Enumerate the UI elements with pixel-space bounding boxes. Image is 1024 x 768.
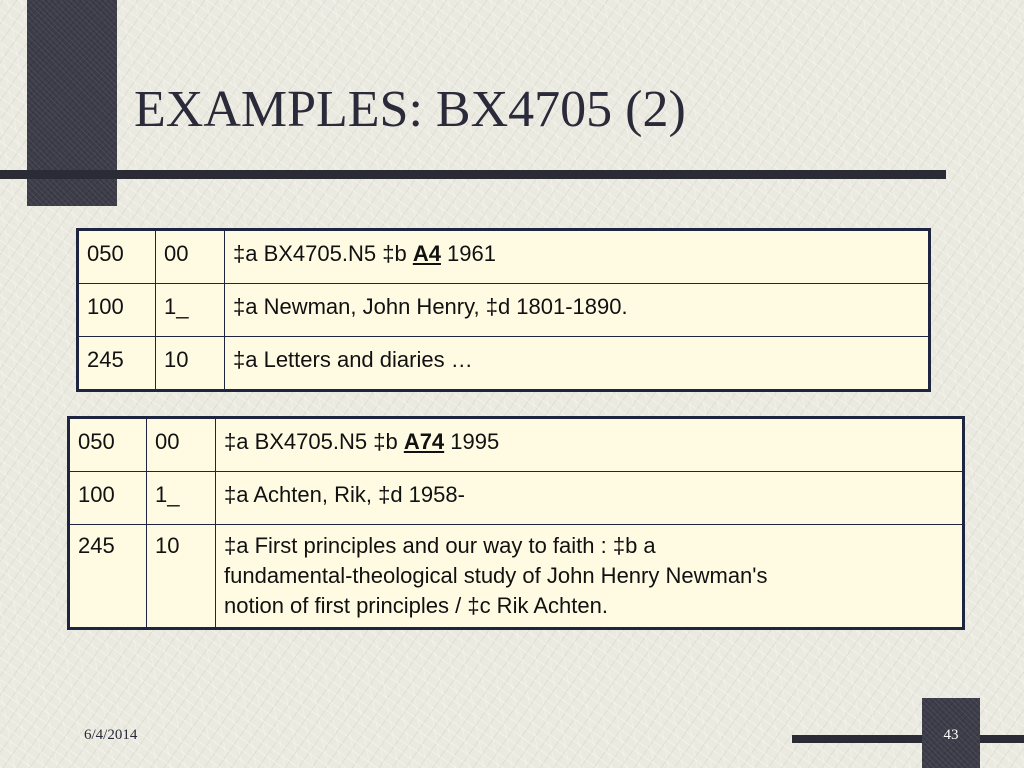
marc-field-cell: ‡a Newman, John Henry, ‡d 1801-1890.: [225, 284, 930, 337]
table-row: [78, 284, 930, 337]
footer-date: 6/4/2014: [84, 727, 138, 743]
marc-tag-cell: 245: [69, 525, 147, 629]
marc-field-cell: [216, 418, 964, 472]
marc-field-cell: [225, 230, 930, 284]
marc-tag-cell: 100: [78, 284, 156, 337]
marc-field-cell: [216, 525, 964, 629]
marc-indicator-cell: 1_: [156, 284, 225, 337]
title-line: ‡a First principles and our way to faith : ‡b a: [224, 533, 656, 558]
call-number-text: ‡a BX4705.N5 ‡b: [224, 429, 404, 454]
marc-tag-cell: 050: [69, 418, 147, 472]
table-row: [69, 525, 964, 629]
page-title: EXAMPLES: BX4705 (2): [134, 81, 686, 138]
table-row: [69, 472, 964, 525]
marc-indicator-cell: 1_: [147, 472, 216, 525]
call-number-year: 1995: [444, 429, 500, 454]
table-row: [78, 337, 930, 391]
marc-indicator-cell: 10: [156, 337, 225, 391]
marc-record-table-1961: [76, 228, 931, 392]
marc-tag-cell: 245: [78, 337, 156, 391]
cutter-number-emphasis: A74: [403, 429, 445, 454]
marc-indicator-cell: 10: [147, 525, 216, 629]
marc-record-table-1995: [67, 416, 965, 630]
page-number: 43: [943, 727, 959, 743]
table-row: [78, 230, 930, 284]
marc-indicator-cell: 00: [147, 418, 216, 472]
title-divider-rule: [0, 170, 946, 179]
table-row: [69, 418, 964, 472]
title-line: fundamental-theological study of John Henry Newman's: [224, 563, 768, 588]
call-number-year: 1961: [440, 241, 496, 266]
marc-indicator-cell: 00: [156, 230, 225, 284]
marc-tag-cell: 050: [78, 230, 156, 284]
marc-tag-cell: 100: [69, 472, 147, 525]
footer-divider-rule: [792, 735, 1024, 743]
cutter-number-emphasis: A4: [412, 241, 441, 266]
call-number-text: ‡a BX4705.N5 ‡b: [233, 241, 413, 266]
title-line: notion of first principles / ‡c Rik Achten.: [224, 593, 608, 618]
marc-field-cell: ‡a Letters and diaries …: [225, 337, 930, 391]
marc-field-cell: ‡a Achten, Rik, ‡d 1958-: [216, 472, 964, 525]
